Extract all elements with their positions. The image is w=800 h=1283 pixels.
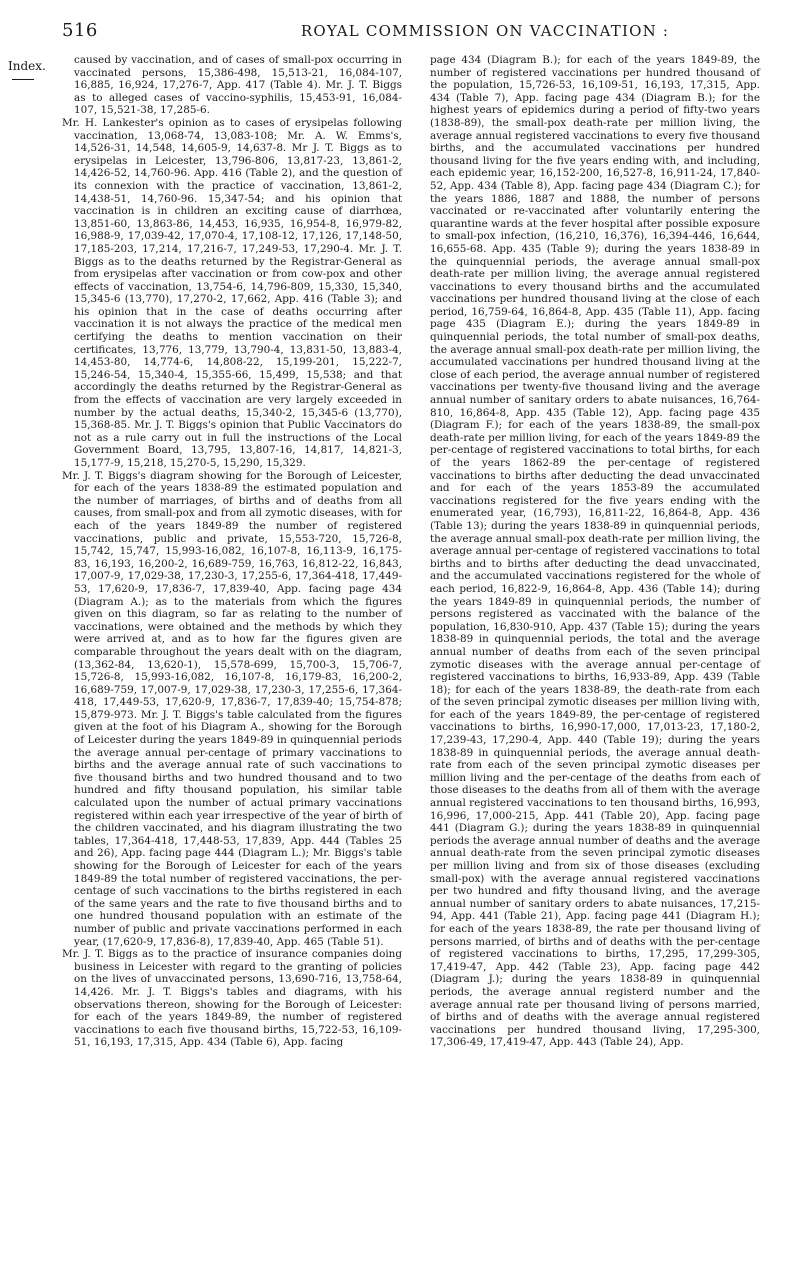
right-column xyxy=(418,54,760,1049)
running-title: ROYAL COMMISSION ON VACCINATION : xyxy=(300,22,670,40)
index-entry: Mr. J. T. Biggs's diagram showing for the Borough of Leicester, for each of the years 1838-89 the estimated population and the number of marriages, of births and of deaths from all causes, from small-pox and from all zymotic diseases, with for each of the years 1849-89 the number of registered vaccinations, public and private, 15,553-720, 15,726-8, 15,742, 15,747, 15,993-16,082, 16,107-8, 16,113-9, 16,175-83, 16,193, 16,200-2, 16,689-759, 16,763, 16,812-22, 16,843, 17,007-9, 17,029-38, 17,230-3, 17,255-6, 17,364-418, 17,449-53, 17,620-9, 17,836-7, 17,839-40, App. facing page 434 (Diagram A.); as to the materials from which the figures given on this diagram, so far as relating to the number of vaccinations, were obtained and the methods by which they were arrived at, and as to how far the figures given are comparable throughout the years dealt with on the diagram, (13,362-84, 13,620-1), 15,578-699, 15,700-3, 15,706-7, 15,726-8, 15,993-16,082, 16,107-8, 16,179-83, 16,200-2, 16,689-759, 17,007-9, 17,029-38, 17,230-3, 17,255-6, 17,364-418, 17,449-53, 17,620-9, 17,836-7, 17,839-40; 15,754-878; 15,879-973. Mr. J. T. Biggs's table calculated from the figures given at the foot of his Diagram A., showing for the Borough of Leicester during the years 1849-89 in quinquennial periods the average annual per-centage of primary vaccinations to births and the average annual rate of such vaccinations to five thousand births and two hundred thousand and to two hundred and fifty thousand population, his similar table calculated upon the number of actual primary vaccinations registered within each year irrespective of the year of birth of the children vaccinated, and his diagram illustrating the two tables, 17,364-418, 17,448-53, 17,839, App. 444 (Tables 25 and 26), App. facing page 444 (Diagram L.); Mr. Biggs's table showing for the Borough of Leicester for each of the years 1849-89 the total number of registered vaccinations, the per-centage of such vaccinations to the births registered in each of the same years and the rate to five thousand births and to one hundred thousand population with an estimate of the number of public and private vaccinations performed in each year, (17,620-9, 17,836-8), 17,839-40, App. 465 (Table 51). xyxy=(62,469,402,948)
index-entry: Mr. H. Lankester's opinion as to cases of erysipelas following vaccination, 13,068-74, 13,083-108; Mr. A. W. Emms's, 14,526-31, 14,548, 14,605-9, 14,637-8. Mr J. T. Biggs as to erysipelas in Leicester, 13,796-806, 13,817-23, 13,861-2, 14,426-52, 14,760-96. App. 416 (Table 2), and the question of its connexion with the practice of vaccination, 13,861-2, 14,438-51, 14,760-96. 15,347-54; and his opinion that vaccination is in children an exciting cause of diarrhœa, 13,851-60, 13,863-86, 14,453, 16,935, 16,954-8, 16,979-82, 16,988-9, 17,039-42, 17,070-4, 17,108-12, 17,126, 17,148-50, 17,185-203, 17,214, 17,216-7, 17,249-53, 17,290-4. Mr. J. T. Biggs as to the deaths returned by the Registrar-General as from erysipelas after vaccination or from cow-pox and other effects of vaccination, 13,754-6, 14,796-809, 15,330, 15,340, 15,345-6 (13,770), 17,270-2, 17,662, App. 416 (Table 3); and his opinion that in the case of deaths occurring after vaccination it is not always the practice of the medical men certifying the deaths to mention vaccination on their certificates, 13,776, 13,779, 13,790-4, 13,831-50, 13,883-4, 14,453-80, 14,774-6, 14,808-22, 15,199-201, 15,222-7, 15,246-54, 15,340-4, 15,355-66, 15,499, 15,538; and that accordingly the deaths returned by the Registrar-General as from the effects of vaccination are very largely exceeded in number by the actual deaths, 15,340-2, 15,345-6 (13,770), 15,368-85. Mr. J. T. Biggs's opinion that Public Vaccinators do not as a rule carry out in full the instructions of the Local Government Board, 13,795, 13,807-16, 14,817, 14,821-3, 15,177-9, 15,218, 15,270-5, 15,290, 15,329. xyxy=(62,116,402,469)
index-entry: page 434 (Diagram B.); for each of the years 1849-89, the number of registered vaccinations per hundred thousand of the population, 15,726-53, 16,109-51, 16,193, 17,315, App. 434 (Table 7), App. facing page 434 (Diagram B.); for the highest years of epidemics during a period of fifty-two years (1838-89), the small-pox death-rate per million living, the average annual registered vaccinations to every five thousand births, and the accumulated vaccinations per hundred thousand living for the five years ending with, and including, each epidemic year, 16,152-200, 16,527-8, 16,911-24, 17,840-52, App. 434 (Table 8), App. facing page 434 (Diagram C.); for the years 1886, 1887 and 1888, the number of persons vaccinated or re-vaccinated after voluntarily entering the quarantine wards at the fever hospital after possible exposure to small-pox infection, (16,210, 16,376), 16,394-446, 16,644, 16,655-68. App. 435 (Table 9); during the years 1838-89 in the quinquennial periods, the average annual small-pox death-rate per million living, the average annual registered vaccinations to every thousand births and the accumulated vaccinations per hundred thousand living at the close of each period, 16,759-64, 16,864-8, App. 435 (Table 11), App. facing page 435 (Diagram E.); during the years 1849-89 in quinquennial periods, the total number of small-pox deaths, the average annual small-pox death-rate per million living, the accumulated vaccinations per hundred thousand living at the close of each period, the average annual number of registered vaccinations per twenty-five thousand living and the average annual number of sanitary orders to abate nuisances, 16,764-810, 16,864-8, App. 435 (Table 12), App. facing page 435 (Diagram F.); for each of the years 1838-89, the small-pox death-rate per million living, for each of the years 1849-89 the per-centage of registered vaccinations to total births, for each of the years 1862-89 the per-centage of registered vaccinations to births after deducting the dead unvaccinated and for each of the years 1853-89 the accumulated vaccinations registered for the five years ending with the enumerated year, (16,793), 16,811-22, 16,864-8, App. 436 (Table 13); during the years 1838-89 in quinquennial periods, the average annual small-pox death-rate per million living, the average annual per-centage of registered vaccinations to total births and to births after deducting the dead unvaccinated, and the accumulated vaccinations registered for the whole of each period, 16,822-9, 16,864-8, App. 436 (Table 14); during the years 1849-89 in quinquennial periods, the number of persons registered as vaccinated with the balance of the population, 16,830-910, App. 437 (Table 15); during the years 1838-89 in quinquennial periods, the total and the average annual number of deaths from each of the seven principal zymotic diseases with the average annual per-centage of registered vaccinations to births, 16,933-89, App. 439 (Table 18); for each of the years 1838-89, the death-rate from each of the seven principal zymotic diseases per million living with, for each of the years 1849-89, the per-centage of registered vaccinations to births, 16,990-17,000, 17,013-23, 17,180-2, 17,239-43, 17,290-4, App. 440 (Table 19); during the years 1838-89 in quinquennial periods, the average annual death-rate from each of the seven principal zymotic diseases per million living and the per-centage of the deaths from each of those diseases to the deaths from all of them with the average annual registered vaccinations to ten thousand births, 16,993, 16,996, 17,000-215, App. 441 (Table 20), App. facing page 441 (Diagram G.); during the years 1838-89 in quinquennial periods the average annual number of deaths and the average annual death-rate from the seven principal zymotic diseases per million living and from six of those diseases (excluding small-pox) with the average annual registered vaccinations per two hundred and fifty thousand living, and the average annual number of sanitary orders to abate nuisances, 17,215-94, App. 441 (Table 21), App. facing page 441 (Diagram H.); for each of the years 1838-89, the rate per thousand living of persons married, of births and of deaths with the per-centage of registered vaccinations to births, 17,295, 17,299-305, 17,419-47, App. 442 (Table 23), App. facing page 442 (Diagram J.); during the years 1838-89 in quinquennial periods, the average annual registerd number and the average annual rate per thousand living of persons married, of births and of deaths with the average annual registered vaccinations per hundred thousand living, 17,295-300, 17,306-49, 17,419-47, App. 443 (Table 24), App. xyxy=(430,54,760,1049)
index-entry: caused by vaccination, and of cases of small-pox occurring in vaccinated persons, 15,386-498, 15,513-21, 16,084-107, 16,885, 16,924, 17,276-7, App. 417 (Table 4). Mr. J. T. Biggs as to alleged cases of vaccino-syphilis, 15,453-91, 16,084-107, 15,521-38, 17,285-6. xyxy=(74,54,402,117)
page-header xyxy=(0,12,800,42)
page-number: 516 xyxy=(62,20,98,41)
index-entry: Mr. J. T. Biggs as to the practice of insurance companies doing business in Leicester with regard to the granting of policies on the lives of unvaccinated persons, 13,690-716, 13,758-64, 14,426. Mr. J. T. Biggs's tables and diagrams, with his observations thereon, showing for the Borough of Leicester: for each of the years 1849-89, the number of registered vaccinations to each five thousand births, 15,722-53, 16,109-51, 16,193, 17,315, App. 434 (Table 6), App. facing xyxy=(62,948,402,1049)
left-column xyxy=(62,54,402,1049)
margin-rule xyxy=(12,79,34,80)
margin-index-label: Index. xyxy=(8,59,46,73)
